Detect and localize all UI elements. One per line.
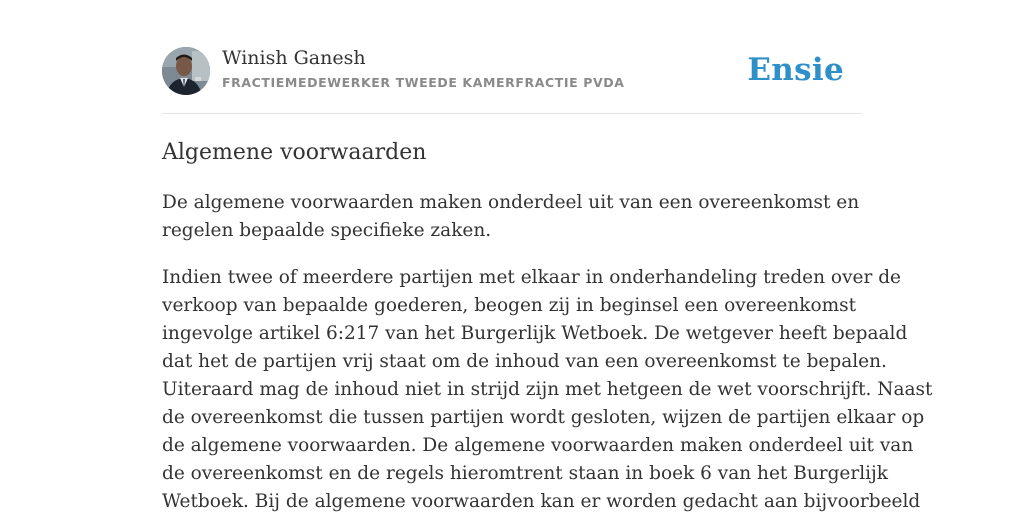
author-name[interactable]: Winish Ganesh bbox=[222, 47, 366, 69]
text-line: de overeenkomst die tussen partijen wordt gesloten, wijzen de partijen elkaar op bbox=[162, 407, 925, 428]
ensie-logo[interactable]: Ensie bbox=[747, 52, 844, 88]
text-line: dat het de partijen vrij staat om de inhoud van een overeenkomst te bepalen. bbox=[162, 351, 887, 372]
text-line: de algemene voorwaarden. De algemene voorwaarden maken onderdeel uit van bbox=[162, 435, 914, 456]
article bbox=[162, 138, 933, 512]
text-line: regelen bepaalde specifieke zaken. bbox=[162, 220, 492, 241]
text-line: De algemene voorwaarden maken onderdeel uit van een overeenkomst en bbox=[162, 192, 860, 213]
article-intro bbox=[162, 189, 862, 245]
text-line: de overeenkomst en de regels hieromtrent staan in boek 6 van het Burgerlijk bbox=[162, 463, 888, 484]
article-body bbox=[162, 264, 933, 512]
header-divider bbox=[162, 113, 862, 114]
article-title: Algemene voorwaarden bbox=[162, 140, 427, 165]
author-avatar[interactable] bbox=[162, 47, 210, 95]
author-header bbox=[162, 46, 862, 96]
text-line: Wetboek. Bij de algemene voorwaarden kan er worden gedacht aan bijvoorbeeld bbox=[162, 491, 921, 512]
text-line: ingevolge artikel 6:217 van het Burgerlijk Wetboek. De wetgever heeft bepaald bbox=[162, 323, 908, 344]
text-line: Uiteraard mag de inhoud niet in strijd zijn met hetgeen de wet voorschrijft. Naast bbox=[162, 379, 933, 400]
author-role: FRACTIEMEDEWERKER TWEEDE KAMERFRACTIE PVDA bbox=[222, 75, 625, 90]
text-line: verkoop van bepaalde goederen, beogen zij in beginsel een overeenkomst bbox=[162, 295, 857, 316]
avatar-photo-icon bbox=[162, 47, 210, 95]
text-line: Indien twee of meerdere partijen met elkaar in onderhandeling treden over de bbox=[162, 267, 901, 288]
